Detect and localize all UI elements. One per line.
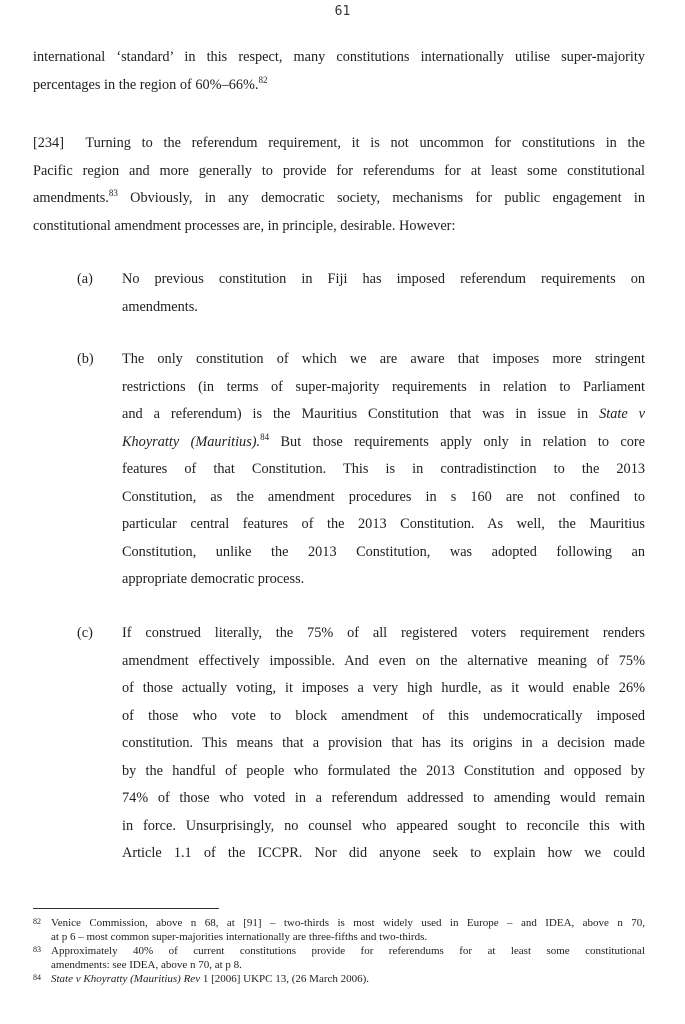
- text-line: features of that Constitution. This is in contradistinction to the 2013: [122, 461, 645, 477]
- text-line: Venice Commission, above n 68, at [91] – two-thirds is most widely used in Europe – and IDEA, above n 70,: [51, 917, 645, 929]
- text-line: of those who vote to block amendment of this undemocratically imposed: [122, 707, 645, 724]
- text-line: [51, 973, 645, 987]
- text-line: Pacific region and more generally to provide for referendums for at least some constitutional: [33, 162, 645, 179]
- item-body: [122, 346, 645, 594]
- text-fragment: Obviously, in any democratic society, mechanisms for public engagement in: [117, 190, 645, 206]
- text-fragment: percentages in the region of 60%–66%.: [33, 76, 259, 93]
- paragraph-number: [234]: [33, 135, 64, 151]
- page-number: 61: [334, 4, 351, 19]
- text-line: If construed literally, the 75% of all registered voters requirement renders: [122, 625, 645, 641]
- text-line: amendments: see IDEA, above n 70, at p 8.: [51, 958, 242, 971]
- case-name: State v: [599, 406, 645, 422]
- footnote-body: [51, 973, 645, 987]
- item-marker: (b): [77, 351, 94, 367]
- footnote-number: 84: [33, 973, 41, 982]
- text-line: international ‘standard’ in this respect, many constitutions internationally utilise super-majority: [33, 49, 645, 65]
- footnote-ref-83[interactable]: 83: [108, 188, 118, 199]
- item-marker: (c): [77, 625, 93, 641]
- text-line: amendment effectively impossible. And even on the alternative meaning of 75%: [122, 652, 645, 669]
- paragraph-234: [33, 130, 645, 240]
- text-line: Constitution, unlike the 2013 Constitution, was adopted following an: [122, 543, 645, 560]
- footnote-number: 82: [33, 917, 41, 926]
- text-fragment: But those requirements apply only in relation to core: [269, 433, 645, 450]
- text-line: in force. Unsurprisingly, no counsel who appeared sought to reconcile this with: [122, 817, 645, 834]
- text-line: [33, 72, 645, 100]
- text-line: appropriate democratic process.: [122, 571, 305, 587]
- text-line: at p 6 – most common super-majorities internationally are three-fifths and two-thirds.: [51, 930, 428, 943]
- text-line: particular central features of the 2013 Constitution. As well, the Mauritius: [122, 516, 645, 532]
- text-line: amendments.: [122, 298, 198, 315]
- text-fragment: Turning to the referendum requirement, it is not uncommon for constitutions in the: [85, 135, 645, 151]
- text-line: No previous constitution in Fiji has imposed referendum requirements on: [122, 271, 645, 287]
- text-line: [33, 185, 645, 213]
- text-fragment: amendments.: [33, 190, 109, 206]
- case-name: State v Khoyratty (Mauritius) Rev: [51, 973, 201, 985]
- text-line: restrictions (in terms of super-majority requirements in relation to Parliament: [122, 378, 645, 395]
- continuation-paragraph: [33, 44, 645, 99]
- text-line: Approximately 40% of current constitutions provide for referendums for at least some constitutional: [51, 945, 645, 957]
- text-line: [122, 401, 645, 429]
- footnote-ref-82[interactable]: 82: [258, 74, 268, 85]
- text-line: 74% of those who voted in a referendum addressed to amending would remain: [122, 790, 645, 806]
- footnote-body: [51, 945, 645, 972]
- text-line: by the handful of people who formulated the 2013 Constitution and opposed by: [122, 762, 645, 779]
- text-line: Constitution, as the amendment procedures in s 160 are not confined to: [122, 488, 645, 505]
- footnote-ref-84[interactable]: 84: [260, 431, 270, 442]
- text-line: [122, 429, 645, 457]
- case-name: Khoyratty (Mauritius).: [122, 433, 261, 450]
- text-line: constitutional amendment processes are, in principle, desirable. However:: [33, 217, 456, 234]
- text-line: [33, 130, 645, 158]
- item-body: [122, 620, 645, 868]
- item-marker: (a): [77, 271, 93, 287]
- text-line: of those actually voting, it imposes a very high hurdle, as it would enable 26%: [122, 680, 645, 696]
- text-fragment: 1 [2006] UKPC 13, (26 March 2006).: [200, 973, 370, 985]
- footnote-separator: [33, 908, 219, 909]
- text-line: Article 1.1 of the ICCPR. Nor did anyone seek to explain how we could: [122, 845, 645, 861]
- text-fragment: and a referendum) is the Mauritius Constitution that was in issue in: [122, 406, 600, 422]
- text-line: constitution. This means that a provision that has its origins in a decision made: [122, 735, 645, 751]
- footnote-number: 83: [33, 945, 41, 954]
- item-body: [122, 266, 645, 321]
- footnote-body: [51, 917, 645, 944]
- text-line: The only constitution of which we are aware that imposes more stringent: [122, 351, 645, 367]
